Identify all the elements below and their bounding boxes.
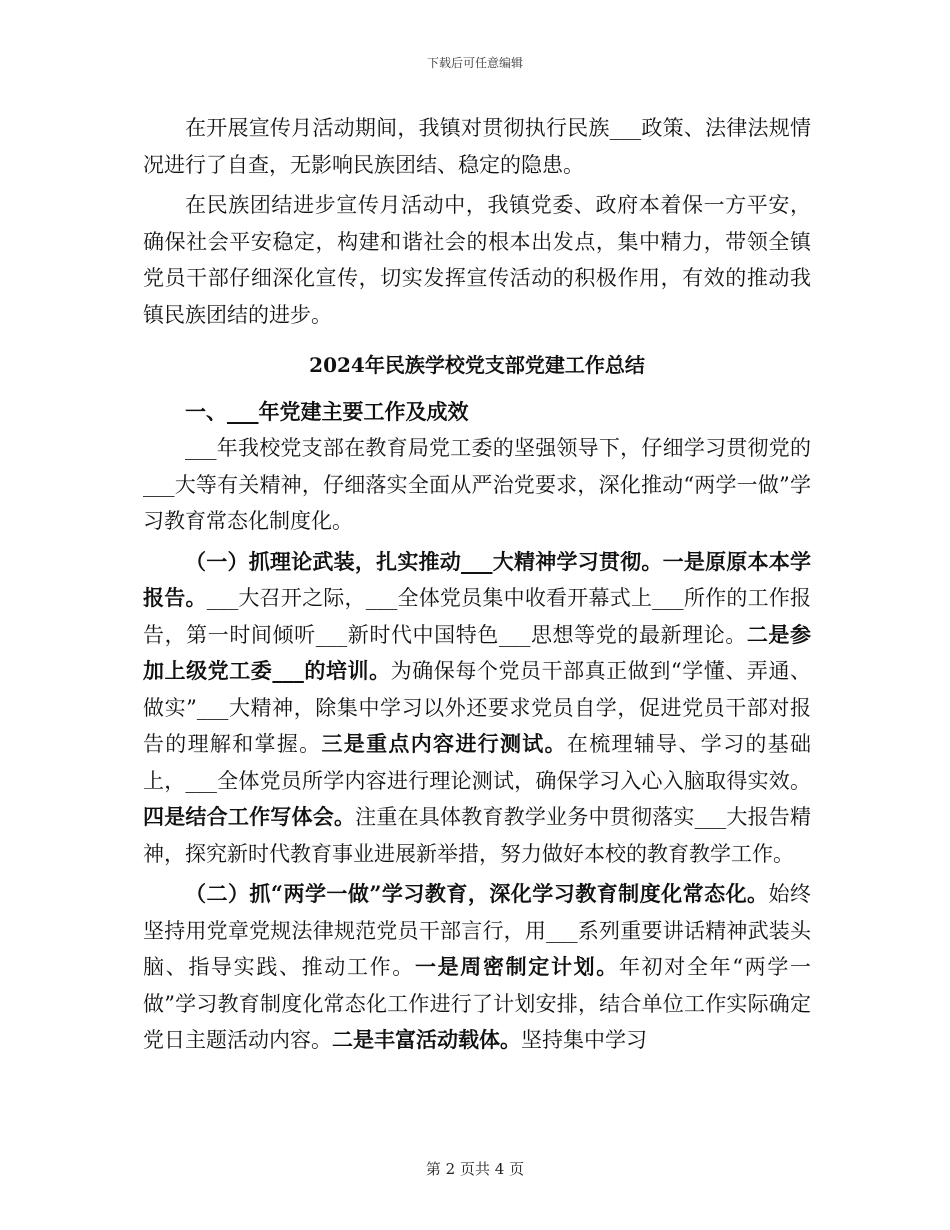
paragraph-5 (143, 876, 811, 1059)
document-body (143, 110, 811, 1059)
para4-bold-2: 二是参加上级党工委___的培训。 (143, 621, 812, 683)
document-title: 2024年民族学校党支部党建工作总结 (309, 353, 645, 377)
para4-text-4: 注重在具体教育教学业务中贯彻落实___大报告精神，探究新时代教育事业进展新举措，努力做好本校的教育教学工作。 (143, 805, 812, 866)
para4-bold-1: （一）抓理论武装，扎实推动___大精神学习贯彻。一是原原本本学报告。 (143, 548, 811, 610)
para4-bold-3: 三是重点内容进行测试。 (321, 731, 567, 756)
paragraph-3: ___年我校党支部在教育局党工委的坚强领导下，仔细学习贯彻党的___大等有关精神，仔细落实全面从严治党要求，深化推动“两学一做”学习教育常态化制度化。 (143, 436, 811, 533)
para5-text-1: 始终坚持用党章党规法律规范党员干部言行，用___系列重要讲话精神武装头脑、指导实践、推动工作。 (143, 882, 812, 979)
page-footer: 第 2 页共 4 页 (425, 1160, 525, 1178)
section-1-heading: 一、___年党建主要工作及成效 (185, 398, 469, 424)
para5-bold-2: 一是周密制定计划。 (414, 954, 619, 979)
para5-text-2: 年初对全年“两学一做”学习教育制度化常态化工作进行了计划安排，结合单位工作实际确定党日主题活动内容。 (143, 955, 811, 1052)
para5-bold-3: 二是丰富活动载体。 (332, 1027, 521, 1052)
paragraph-2: 在民族团结进步宣传月活动中，我镇党委、政府本着保一方平安，确保社会平安稳定，构建和谐社会的根本出发点，集中精力，带领全镇党员干部仔细深化宣传，切实发挥宣传活动的积极作用，有效的推动我镇民族团结的进步。 (143, 193, 811, 327)
paragraph-4 (143, 544, 811, 873)
para5-text-3: 坚持集中学习 (521, 1028, 647, 1052)
page-header: 下载后可任意编辑 (426, 56, 523, 70)
para4-bold-4: 四是结合工作写体会。 (143, 804, 356, 829)
para4-text-3: 在梳理辅导、学习的基础上，___全体党员所学内容进行理论测试，确保学习入心入脑取得实效。 (143, 732, 812, 793)
paragraph-1: 在开展宣传月活动期间，我镇对贯彻执行民族___政策、法律法规情况进行了自查，无影响民族团结、稳定的隐患。 (143, 116, 811, 177)
para5-bold-1: （二）抓“两学一做”学习教育，深化学习教育制度化常态化。 (185, 881, 769, 906)
para4-text-1: ___大召开之际，___全体党员集中收看开幕式上___所作的工作报告，第一时间倾听___新时代中国特色___思想等党的最新理论。 (143, 586, 812, 647)
para4-text-2: 为确保每个党员干部真正做到“学懂、弄通、做实”___大精神，除集中学习以外还要求党员自学，促进党员干部对报告的理解和掌握。 (143, 659, 812, 756)
